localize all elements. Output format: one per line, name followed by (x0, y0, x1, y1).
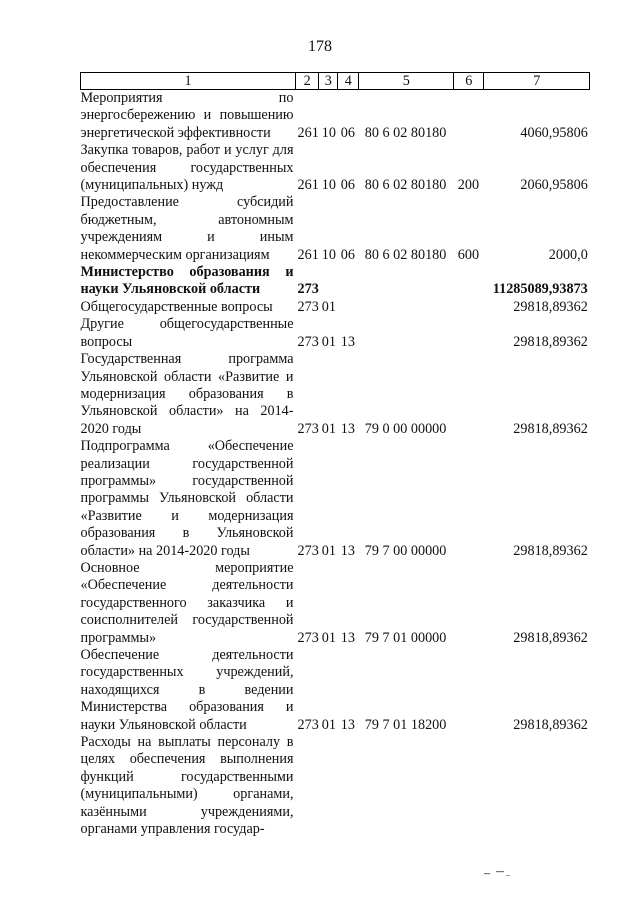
row-cell-c3 (319, 264, 338, 299)
row-cell-c6 (454, 647, 484, 734)
row-cell-c4: 06 (340, 177, 355, 194)
row-cell-c4 (338, 299, 359, 316)
row-description: Другие общегосударственные вопросы (80, 316, 294, 350)
row-cell-c5: 80 6 02 80180 (364, 177, 447, 194)
row-cell-c7: 29818,89362 (513, 333, 588, 350)
table-row (81, 142, 590, 194)
row-cell-c2: 273 (297, 716, 319, 733)
row-cell-c5 (359, 316, 454, 351)
table-row (81, 316, 590, 351)
row-cell-c7: 29818,89362 (513, 298, 588, 315)
row-cell-c6: 200 (457, 177, 480, 194)
table-row (81, 438, 590, 560)
table-row (81, 560, 590, 647)
row-cell-c4 (338, 264, 359, 299)
row-description: Общегосударственные вопросы (80, 298, 273, 315)
header-col-1: 1 (81, 73, 296, 90)
row-cell-c2: 261 (297, 124, 319, 141)
table-row (81, 90, 590, 143)
header-col-4: 4 (338, 73, 359, 90)
table-row (81, 264, 590, 299)
row-cell-c5: 80 6 02 80180 (364, 246, 447, 263)
row-cell-c7: 29818,89362 (513, 629, 588, 646)
table-body (81, 90, 590, 839)
row-cell-c6 (454, 351, 484, 438)
row-cell-c4: 13 (340, 420, 355, 437)
row-cell-c5: 79 7 01 00000 (364, 629, 447, 646)
row-cell-c2: 261 (297, 246, 319, 263)
row-cell-c2: 273 (297, 542, 319, 559)
header-col-2: 2 (296, 73, 319, 90)
header-col-3: 3 (319, 73, 338, 90)
row-cell-c7: 29818,89362 (513, 420, 588, 437)
table-row (81, 734, 590, 838)
row-cell-c3: 01 (321, 542, 336, 559)
row-cell-c5 (359, 299, 454, 316)
header-col-5: 5 (359, 73, 454, 90)
row-description: Мероприятия по энергосбережению и повышению энергетической эффективности (80, 90, 294, 141)
row-cell-c4: 13 (340, 333, 355, 350)
row-cell-c7 (484, 734, 590, 838)
row-cell-c6 (454, 299, 484, 316)
row-cell-c7: 29818,89362 (513, 716, 588, 733)
row-description: Закупка товаров, работ и услуг для обеспечения государственных (муниципальных) нужд (80, 142, 294, 194)
row-cell-c4 (338, 734, 359, 838)
header-col-6: 6 (454, 73, 484, 90)
row-cell-c4: 13 (340, 542, 355, 559)
row-cell-c7: 4060,95806 (520, 124, 588, 141)
row-cell-c6 (454, 264, 484, 299)
row-cell-c2: 261 (297, 177, 319, 194)
row-cell-c3: 01 (321, 629, 336, 646)
row-description: Обеспечение деятельности государственных учреждений, находящихся в ведении Министерства образования и науки Ульяновской области (80, 647, 294, 733)
row-cell-c4: 13 (340, 716, 355, 733)
row-cell-c2: 273 (297, 333, 319, 350)
row-cell-c3: 01 (321, 333, 336, 350)
row-cell-c3: 10 (321, 124, 336, 141)
scan-specks (480, 869, 520, 879)
page-number: 178 (308, 38, 332, 55)
row-cell-c3: 01 (321, 298, 336, 315)
table-row (81, 194, 590, 264)
row-cell-c6 (454, 560, 484, 647)
row-description: Расходы на выплаты персоналу в целях обеспечения выполнения функций государственными (муниципальными) органами, казёнными учреждениями, органами управления государ- (80, 734, 294, 838)
row-description: Подпрограмма «Обеспечение реализации государственной программы» государственной программы Ульяновской области «Развитие и модернизация образования в Ульяновской области» на 2014-2020 годы (80, 438, 294, 559)
budget-table (80, 72, 590, 838)
row-cell-c7: 11285089,93873 (492, 281, 588, 298)
row-cell-c5 (359, 264, 454, 299)
row-cell-c3 (319, 734, 338, 838)
row-cell-c3: 10 (321, 177, 336, 194)
row-cell-c3: 01 (321, 716, 336, 733)
row-cell-c4: 13 (340, 629, 355, 646)
row-cell-c5: 80 6 02 80180 (364, 124, 447, 141)
row-description: Государственная программа Ульяновской области «Развитие и модернизация образования в Ульяновской области» на 2014-2020 годы (80, 351, 294, 437)
row-cell-c4: 06 (340, 246, 355, 263)
row-cell-c4: 06 (340, 124, 355, 141)
header-col-7: 7 (484, 73, 590, 90)
row-cell-c2: 273 (297, 298, 319, 315)
row-cell-c5 (359, 734, 454, 838)
header-row (81, 73, 590, 90)
row-cell-c7: 2000,0 (548, 246, 588, 263)
row-description: Министерство образования и науки Ульяновской области (80, 264, 294, 298)
row-cell-c2: 273 (297, 281, 319, 298)
row-cell-c2: 273 (297, 629, 319, 646)
row-cell-c5: 79 7 00 00000 (364, 542, 447, 559)
row-cell-c6: 600 (457, 246, 480, 263)
table-row (81, 299, 590, 316)
table-header (81, 73, 590, 90)
row-description: Основное мероприятие «Обеспечение деятельности государственного заказчика и соисполнителей государственной программы» (80, 559, 294, 646)
row-cell-c5: 79 0 00 00000 (364, 420, 447, 437)
row-cell-c5: 79 7 01 18200 (364, 716, 447, 733)
row-cell-c3: 01 (321, 420, 336, 437)
row-cell-c7: 2060,95806 (520, 177, 588, 194)
row-cell-c6 (454, 316, 484, 351)
row-cell-c6 (454, 90, 484, 143)
table-row (81, 647, 590, 734)
table-row (81, 351, 590, 438)
row-cell-c6 (454, 734, 484, 838)
row-cell-c7: 29818,89362 (513, 542, 588, 559)
row-cell-c6 (454, 438, 484, 560)
row-description: Предоставление субсидий бюджетным, автономным учреждениям и иным некоммерческим организациям (80, 194, 294, 263)
row-cell-c2 (296, 734, 319, 838)
row-cell-c3: 10 (321, 246, 336, 263)
row-cell-c2: 273 (297, 420, 319, 437)
